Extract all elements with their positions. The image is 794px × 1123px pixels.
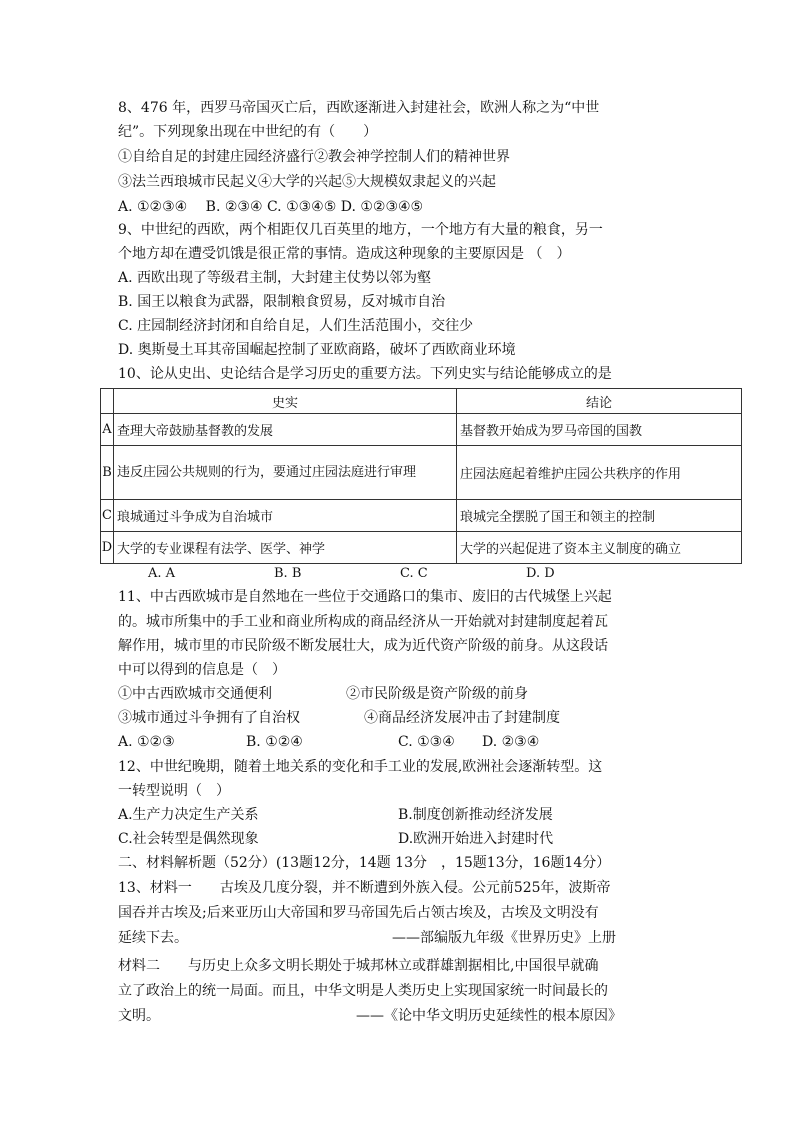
- q12-stem-line1: 12、中世纪晚期，随着土地关系的变化和手工业的发展,欧洲社会逐渐转型。这: [118, 759, 603, 775]
- q8-item-line2: ③法兰西琅城市民起义④大学的兴起⑤大规模奴隶起义的兴起: [118, 174, 496, 190]
- q11-item-4: ④商品经济发展冲击了封建制度: [364, 710, 560, 726]
- q10-option-d: D. D: [526, 566, 555, 581]
- q9-option-b: B. 国王以粮食为武器，限制粮食贸易，反对城市自治: [118, 294, 446, 310]
- q11-stem-line3: 解作用，城市里的市民阶级不断发展壮大，成为近代资产阶级的前身。从这段话: [118, 638, 608, 654]
- q13-material1-line2: 国吞并古埃及;后来亚历山大帝国和罗马帝国先后占领古埃及，古埃及文明没有: [118, 905, 599, 921]
- q13-material2-line3: 文明。: [118, 1008, 160, 1024]
- table-header-conclusion: 结论: [457, 389, 742, 414]
- q13-material1-source: ——部编版九年级《世界历史》上册: [392, 930, 616, 946]
- q8-stem-line1: 8、476 年，西罗马帝国灭亡后，西欧逐渐进入封建社会，欧洲人称之为“中世: [118, 100, 600, 116]
- table-header-key: [101, 389, 114, 414]
- table-row: [101, 446, 742, 500]
- q9-stem-line2: 个地方却在遭受饥饿是很正常的事情。造成这种现象的主要原因是 （ ）: [118, 246, 571, 262]
- table-row: [101, 500, 742, 532]
- table-header-row: [101, 389, 742, 414]
- q9-option-d: D. 奥斯曼土耳其帝国崛起控制了亚欧商路，破坏了西欧商业环境: [118, 342, 516, 358]
- q11-stem-line2: 的。城市所集中的手工业和商业所构成的商品经济从一开始就对封建制度起着瓦: [118, 614, 608, 630]
- row-conclusion: 大学的兴起促进了资本主义制度的确立: [457, 532, 742, 564]
- table-row: [101, 414, 742, 446]
- q11-option-d: D. ②③④: [482, 734, 540, 750]
- q11-item-1: ①中古西欧城市交通便利: [118, 686, 272, 702]
- q10-option-b: B. B: [274, 566, 302, 581]
- q9-stem-line1: 9、中世纪的西欧，两个相距仅几百英里的地方，一个地方有大量的粮食，另一: [118, 222, 603, 238]
- section-heading: 二、材料解析题（52分）(13题12分，14题 13分 ，15题13分，16题14分）: [118, 855, 611, 871]
- q11-option-c: C. ①③④: [398, 734, 455, 750]
- q11-option-b: B. ①②④: [246, 734, 303, 750]
- q13-material1-line3: 延续下去。: [118, 930, 188, 946]
- row-conclusion: 庄园法庭起着维护庄园公共秩序的作用: [457, 446, 742, 500]
- row-fact: 违反庄园公共规则的行为，要通过庄园法庭进行审理: [114, 446, 457, 500]
- q10-table: [100, 388, 742, 564]
- q11-stem-line1: 11、中古西欧城市是自然地在一些位于交通路口的集市、废旧的古代城堡上兴起: [118, 589, 612, 605]
- row-fact: 查理大帝鼓励基督教的发展: [114, 414, 457, 446]
- q9-option-c: C. 庄园制经济封闭和自给自足，人们生活范围小，交往少: [118, 318, 474, 334]
- row-conclusion: 琅城完全摆脱了国王和领主的控制: [457, 500, 742, 532]
- row-fact: 琅城通过斗争成为自治城市: [114, 500, 457, 532]
- q11-item-3: ③城市通过斗争拥有了自治权: [118, 710, 300, 726]
- q11-option-a: A. ①②③: [118, 734, 175, 750]
- q13-material1-line1: 13、材料一 古埃及几度分裂，并不断遭到外族入侵。公元前525年，波斯帝: [118, 880, 611, 896]
- q9-option-a: A. 西欧出现了等级君主制，大封建主仗势以邻为壑: [118, 270, 432, 286]
- table-header-fact: 史实: [114, 389, 457, 414]
- q11-item-2: ②市民阶级是资产阶级的前身: [346, 686, 528, 702]
- row-fact: 大学的专业课程有法学、医学、神学: [114, 532, 457, 564]
- q10-stem: 10、论从史出、史论结合是学习历史的重要方法。下列史实与结论能够成立的是: [118, 366, 612, 382]
- table-row: [101, 532, 742, 564]
- q8-item-line1: ①自给自足的封建庄园经济盛行②教会神学控制人们的精神世界: [118, 149, 510, 165]
- q12-option-b: B.制度创新推动经济发展: [398, 807, 553, 823]
- row-conclusion: 基督教开始成为罗马帝国的国教: [457, 414, 742, 446]
- q10-option-a: A. A: [148, 566, 176, 581]
- q8-stem-line2: 纪”。下列现象出现在中世纪的有（ ）: [118, 124, 378, 140]
- q12-option-d: D.欧洲开始进入封建时代: [398, 831, 554, 847]
- row-key: B: [101, 446, 114, 500]
- q10-option-c: C. C: [400, 566, 428, 581]
- q12-stem-line2: 一转型说明（ ）: [118, 783, 230, 799]
- q12-option-c: C.社会转型是偶然现象: [118, 831, 259, 847]
- q8-options: A. ①②③④ B. ②③④ C. ①③④⑤ D. ①②③④⑤: [118, 199, 424, 215]
- row-key: D: [101, 532, 114, 564]
- q13-material2-line1: 材料二 与历史上众多文明长期处于城邦林立或群雄割据相比,中国很早就确: [118, 958, 599, 974]
- q12-option-a: A.生产力决定生产关系: [118, 807, 259, 823]
- q13-material2-source: ——《论中华文明历史延续性的根本原因》: [356, 1008, 622, 1024]
- row-key: A: [101, 414, 114, 446]
- q13-material2-line2: 立了政治上的统一局面。而且，中华文明是人类历史上实现国家统一时间最长的: [118, 983, 608, 999]
- row-key: C: [101, 500, 114, 532]
- q11-stem-line4: 中可以得到的信息是（ ）: [118, 662, 286, 678]
